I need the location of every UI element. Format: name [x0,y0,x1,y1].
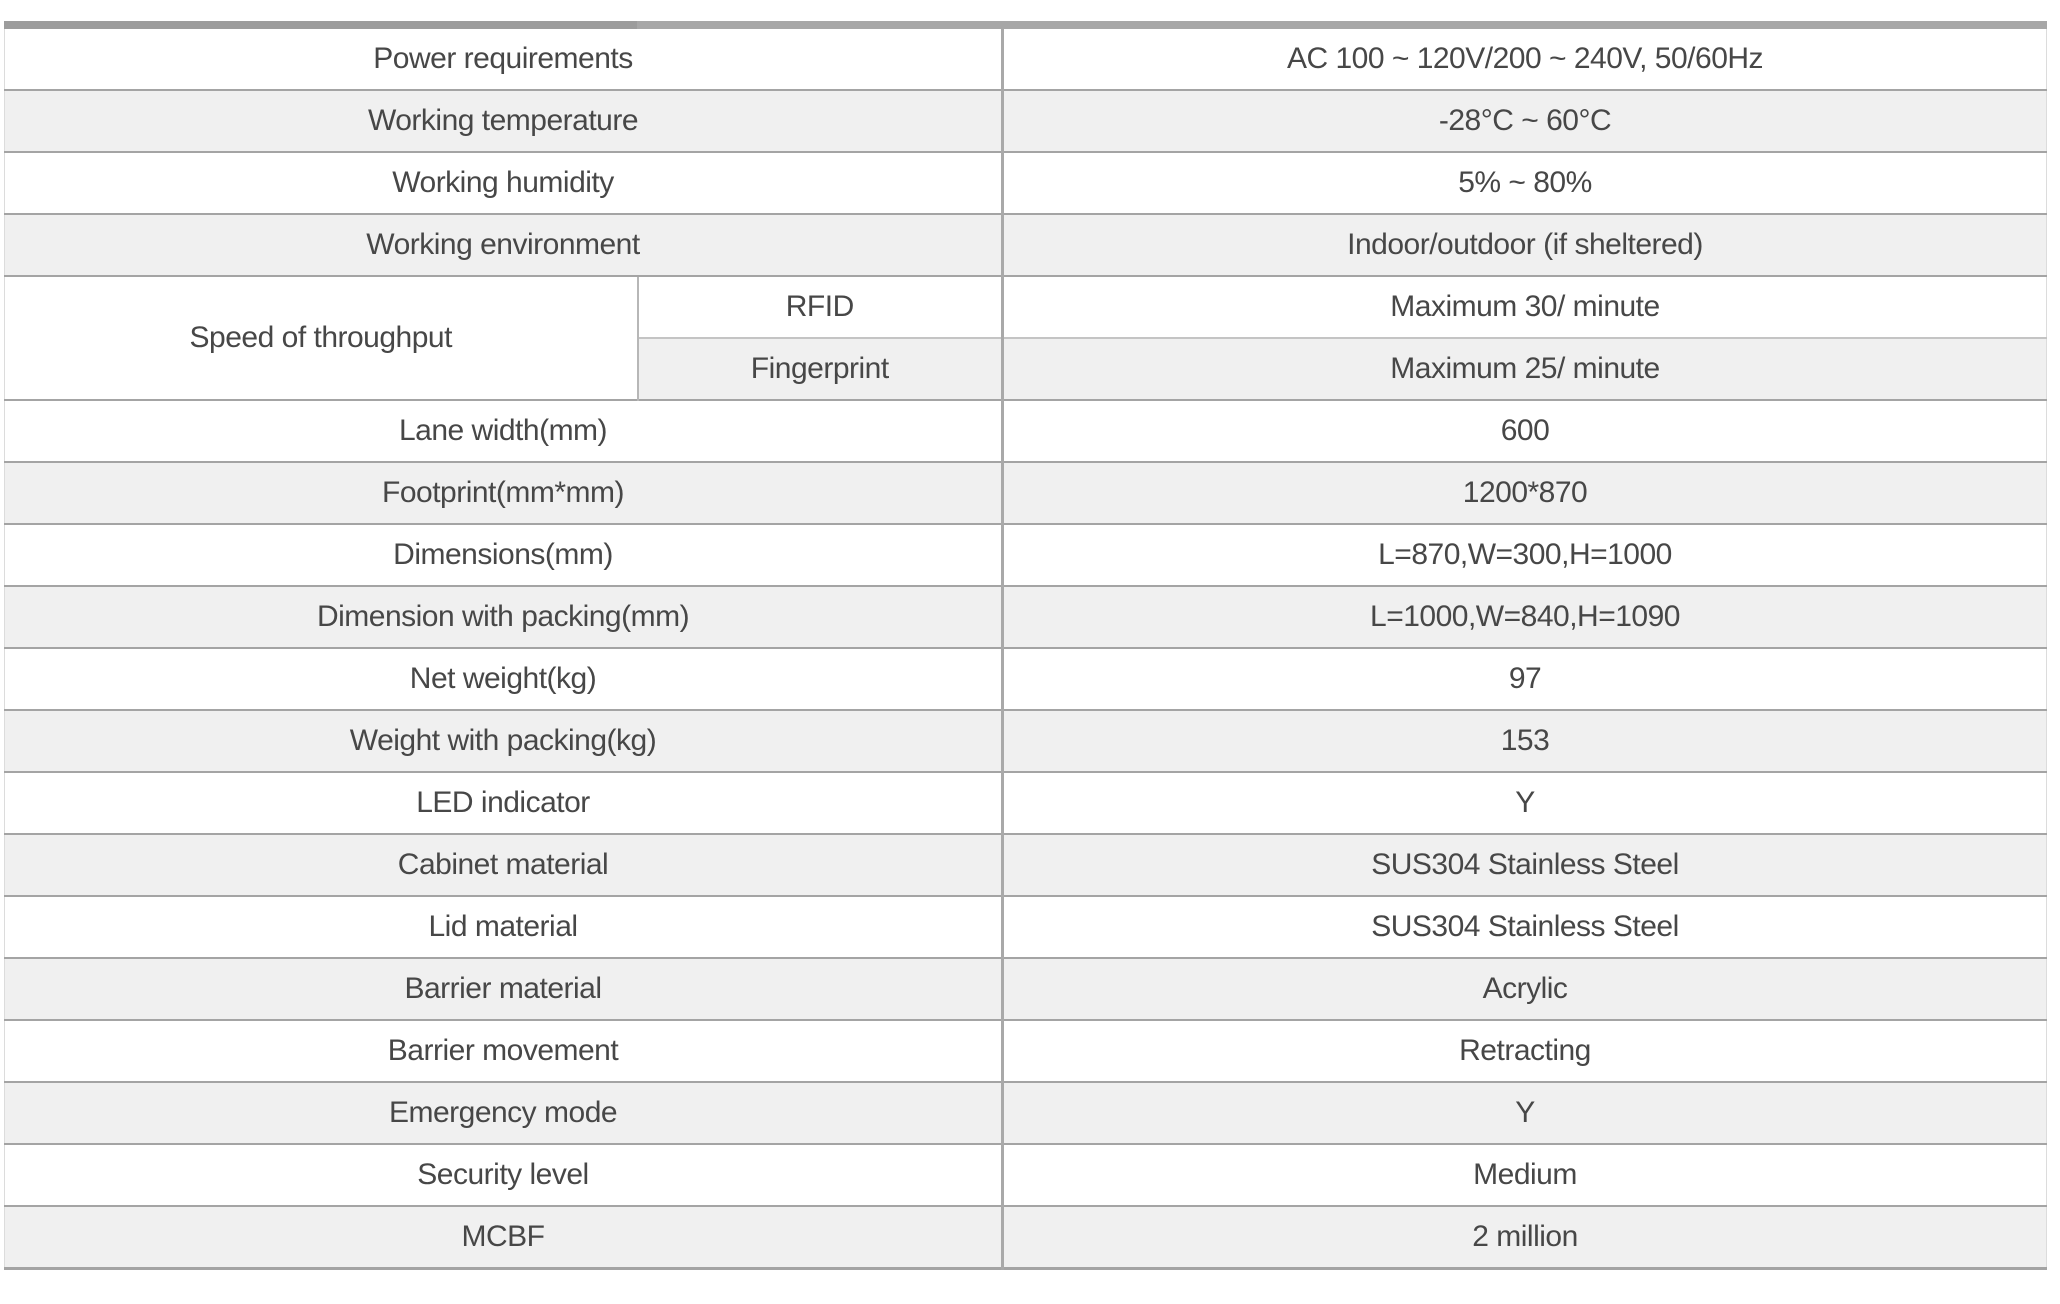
spec-value-cell: Retracting [1003,1020,2047,1082]
spec-group-label-cell: Speed of throughput [5,276,638,400]
spec-value-cell: Y [1003,1082,2047,1144]
spec-sub-label-cell: Fingerprint [638,338,1003,400]
table-row [5,90,2047,152]
spec-value-cell: -28°C ~ 60°C [1003,90,2047,152]
spec-label-cell: Lane width(mm) [5,400,1003,462]
spec-value-cell: 2 million [1003,1206,2047,1269]
spec-label-cell: Dimensions(mm) [5,524,1003,586]
spec-value-cell: Indoor/outdoor (if sheltered) [1003,214,2047,276]
spec-value-cell: SUS304 Stainless Steel [1003,896,2047,958]
table-row [5,400,2047,462]
table-row [5,1020,2047,1082]
table-row [5,772,2047,834]
spec-label-cell: Dimension with packing(mm) [5,586,1003,648]
spec-value-cell: 5% ~ 80% [1003,152,2047,214]
table-row [5,1082,2047,1144]
table-row [5,214,2047,276]
spec-label-cell: MCBF [5,1206,1003,1269]
table-row [5,586,2047,648]
spec-label-cell: Barrier movement [5,1020,1003,1082]
table-row [5,25,2047,90]
spec-value-cell: AC 100 ~ 120V/200 ~ 240V, 50/60Hz [1003,25,2047,90]
spec-label-cell: Net weight(kg) [5,648,1003,710]
table-row [5,834,2047,896]
table-row [5,462,2047,524]
specification-table [4,21,2047,1270]
spec-label-cell: Power requirements [5,25,1003,90]
spec-value-cell: L=870,W=300,H=1000 [1003,524,2047,586]
table-row [5,958,2047,1020]
spec-value-cell: Y [1003,772,2047,834]
spec-label-cell: Footprint(mm*mm) [5,462,1003,524]
table-row [5,710,2047,772]
spec-label-cell: Barrier material [5,958,1003,1020]
spec-value-cell: SUS304 Stainless Steel [1003,834,2047,896]
spec-sub-label-cell: RFID [638,276,1003,338]
spec-label-cell: Emergency mode [5,1082,1003,1144]
spec-label-cell: Security level [5,1144,1003,1206]
spec-label-cell: LED indicator [5,772,1003,834]
table-row-speed-rfid [5,276,2047,338]
table-top-border-accent [4,21,637,29]
table-row [5,152,2047,214]
spec-value-cell: Medium [1003,1144,2047,1206]
spec-value-cell: Maximum 30/ minute [1003,276,2047,338]
table-row [5,648,2047,710]
spec-label-cell: Working temperature [5,90,1003,152]
spec-value-cell: 153 [1003,710,2047,772]
spec-value-cell: 600 [1003,400,2047,462]
spec-table [4,21,2047,1270]
table-row [5,1206,2047,1269]
spec-label-cell: Cabinet material [5,834,1003,896]
table-row [5,896,2047,958]
spec-value-cell: L=1000,W=840,H=1090 [1003,586,2047,648]
table-row [5,524,2047,586]
spec-label-cell: Weight with packing(kg) [5,710,1003,772]
table-row [5,1144,2047,1206]
spec-label-cell: Lid material [5,896,1003,958]
spec-label-cell: Working environment [5,214,1003,276]
spec-value-cell: Acrylic [1003,958,2047,1020]
spec-label-cell: Working humidity [5,152,1003,214]
spec-value-cell: 1200*870 [1003,462,2047,524]
spec-value-cell: 97 [1003,648,2047,710]
spec-value-cell: Maximum 25/ minute [1003,338,2047,400]
